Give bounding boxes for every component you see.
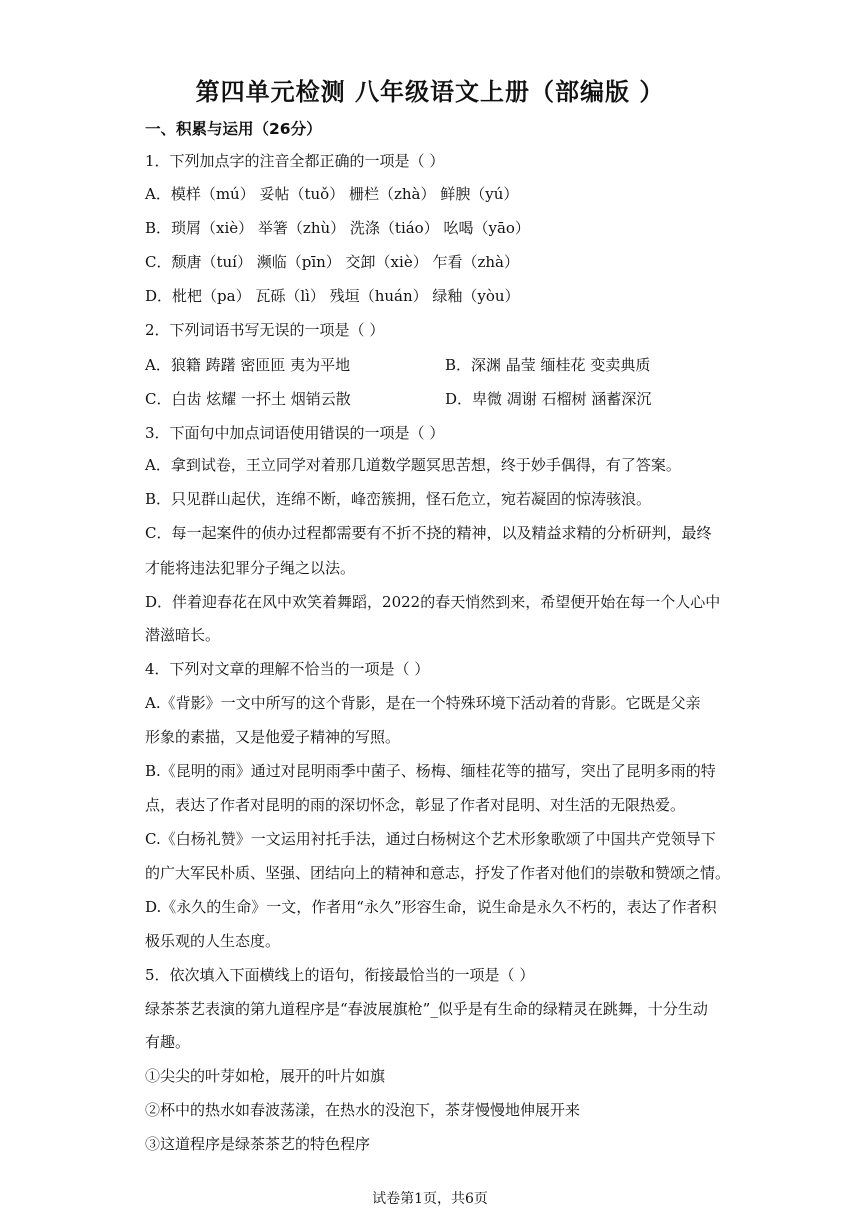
- question-4-option-d-line2: 极乐观的人生态度。: [145, 932, 281, 950]
- question-2-option-a: A．狼籍 踌躇 密匝匝 夷为平地: [145, 356, 351, 374]
- question-4-option-c-line1: C.《白杨礼赞》一文运用衬托手法，通过白杨树这个艺术形象歌颂了中国共产党领导下: [145, 830, 716, 848]
- question-1-option-c: C．颓唐（tuí） 濒临（pīn） 交卸（xiè） 乍看（zhà）: [145, 253, 519, 271]
- question-2-option-d: D．卑微 凋谢 石榴树 涵蓄深沉: [445, 390, 652, 408]
- question-4-option-c-line2: 的广大军民朴质、坚强、团结向上的精神和意志，抒发了作者对他们的崇敬和赞颂之情。: [145, 864, 731, 882]
- question-4-option-a-line2: 形象的素描，又是他爱子精神的写照。: [145, 728, 401, 746]
- question-3-option-d-line1: D．伴着迎春花在风中欢笑着舞蹈，2022的春天悄然到来，希望便开始在每一个人心中: [145, 593, 721, 611]
- question-3-option-b: B．只见群山起伏，连绵不断，峰峦簇拥，怪石危立，宛若凝固的惊涛骇浪。: [145, 490, 652, 508]
- question-1-option-b: B．琐屑（xiè） 举箸（zhù） 洗涤（tiáo） 吆喝（yāo）: [145, 219, 530, 237]
- question-3-option-c-line1: C．每一起案件的侦办过程都需要有不折不挠的精神，以及精益求精的分析研判，最终: [145, 524, 712, 542]
- question-4-stem: 4．下列对文章的理解不恰当的一项是（ ）: [145, 660, 430, 678]
- question-3-option-c-line2: 才能将违法犯罪分子绳之以法。: [145, 559, 356, 577]
- question-4-option-b-line2: 点，表达了作者对昆明的雨的深切怀念，彰显了作者对昆明、对生活的无限热爱。: [145, 796, 686, 814]
- page-footer: 试卷第1页，共6页: [372, 1191, 488, 1207]
- question-5-stem: 5．依次填入下面横线上的语句，衔接最恰当的一项是（ ）: [145, 966, 535, 984]
- question-5-sentence-1: ①尖尖的叶芽如枪，展开的叶片如旗: [145, 1067, 386, 1085]
- question-3-option-a: A．拿到试卷，王立同学对着那几道数学题冥思苦想，终于妙手偶得，有了答案。: [145, 456, 681, 474]
- page-title: 第四单元检测 八年级语文上册（部编版 ）: [195, 78, 665, 106]
- section-heading: 一、积累与运用（26分）: [145, 120, 322, 138]
- question-2-option-b: B．深渊 晶莹 缅桂花 变卖典质: [445, 356, 651, 374]
- question-4-option-a-line1: A.《背影》一文中所写的这个背影，是在一个特殊环境下活动着的背影。它既是父亲: [145, 694, 701, 712]
- question-4-option-b-line1: B.《昆明的雨》通过对昆明雨季中菌子、杨梅、缅桂花等的描写，突出了昆明多雨的特: [145, 762, 716, 780]
- question-4-option-d-line1: D.《永久的生命》一文，作者用“永久”形容生命，说生命是永久不朽的，表达了作者积: [145, 898, 717, 916]
- question-3-option-d-line2: 潜滋暗长。: [145, 626, 221, 644]
- question-1-option-a: A．模样（mú） 妥帖（tuǒ） 栅栏（zhà） 鲜腴（yú）: [145, 185, 519, 203]
- question-2-stem: 2．下列词语书写无误的一项是（ ）: [145, 321, 385, 339]
- question-5-sentence-2: ②杯中的热水如春波荡漾，在热水的没泡下，茶芽慢慢地伸展开来: [145, 1101, 581, 1119]
- question-3-stem: 3．下面句中加点词语使用错误的一项是（ ）: [145, 424, 445, 442]
- question-1-stem: 1．下列加点字的注音全都正确的一项是（ ）: [145, 152, 445, 170]
- question-1-option-d: D．枇杷（pa） 瓦砾（lì） 残垣（huán） 绿釉（yòu）: [145, 287, 520, 305]
- question-5-sentence-3: ③这道程序是绿茶茶艺的特色程序: [145, 1135, 371, 1153]
- question-5-passage-line1: 绿茶茶艺表演的第九道程序是“春波展旗枪”_似乎是有生命的绿精灵在跳舞，十分生动: [145, 1000, 708, 1018]
- question-5-passage-line2: 有趣。: [145, 1033, 191, 1051]
- question-2-option-c: C．白齿 炫耀 一抔土 烟销云散: [145, 390, 351, 408]
